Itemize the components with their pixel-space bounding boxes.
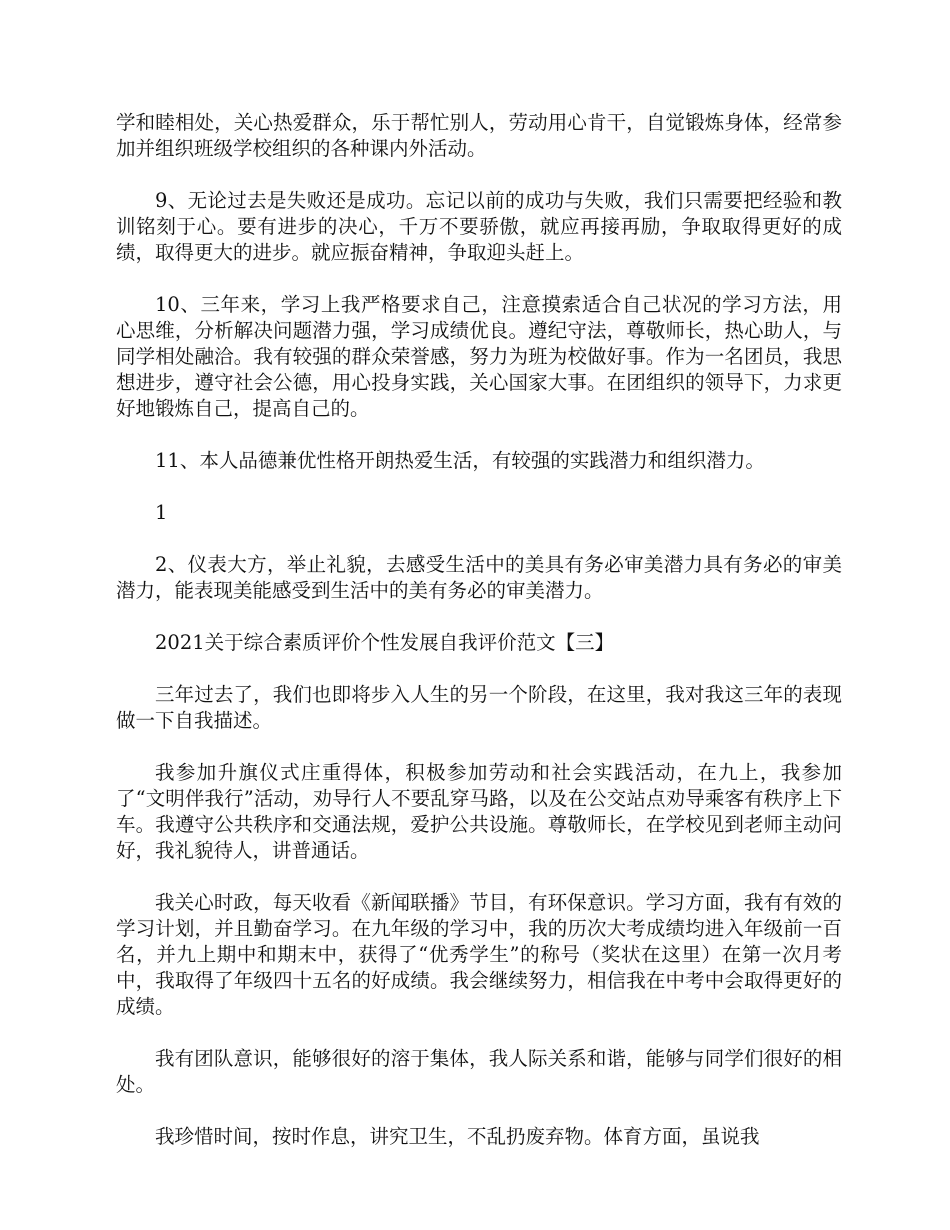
paragraph-item-11: 11、本人品德兼优性格开朗热爱生活，有较强的实践潜力和组织潜力。 — [155, 449, 765, 472]
paragraph-intro: 三年过去了，我们也即将步入人生的另一个阶段，在这里，我对我这三年的表现做一下自我描述。 — [116, 683, 842, 732]
paragraph-item-9: 9、无论过去是失败还是成功。忘记以前的成功与失败，我们只需要把经验和教训铭刻于心。要有进步的决心，千万不要骄傲，就应再接再励，争取取得更好的成绩，取得更大的进步。就应振奋精神，争取迎头赶上。 — [116, 189, 842, 264]
document-page — [116, 110, 842, 1176]
paragraph-continuation: 学和睦相处，关心热爱群众，乐于帮忙别人，劳动用心肯干，自觉锻炼身体，经常参加并组织班级学校组织的各种课内外活动。 — [116, 111, 842, 160]
paragraph-number-1: 1 — [155, 501, 168, 524]
paragraph-teamwork: 我有团队意识，能够很好的溶于集体，我人际关系和谐，能够与同学们很好的相处。 — [116, 1047, 842, 1096]
paragraph-item-10: 10、三年来，学习上我严格要求自己，注意摸索适合自己状况的学习方法，用心思维，分析解决问题潜力强，学习成绩优良。遵纪守法，尊敬师长，热心助人，与同学相处融洽。我有较强的群众荣誉感，努力为班为校做好事。作为一名团员，我思想进步，遵守社会公德，用心投身实践，关心国家大事。在团组织的领导下，力求更好地锻炼自己，提高自己的。 — [116, 293, 842, 420]
paragraph-study: 我关心时政，每天收看《新闻联播》节目，有环保意识。学习方面，我有有效的学习计划，并且勤奋学习。在九年级的学习中，我的历次大考成绩均进入年级前一百名，并九上期中和期末中，获得了“优秀学生”的称号（奖状在这里）在第一次月考中，我取得了年级四十五名的好成绩。我会继续努力，相信我在中考中会取得更好的成绩。 — [116, 891, 842, 1018]
paragraph-habits: 我珍惜时间，按时作息，讲究卫生，不乱扔废弃物。体育方面，虽说我 — [155, 1125, 760, 1148]
paragraph-conduct: 我参加升旗仪式庄重得体，积极参加劳动和社会实践活动，在九上，我参加了“文明伴我行”活动，劝导行人不要乱穿马路，以及在公交站点劝导乘客有秩序上下车。我遵守公共秩序和交通法规，爱护公共设施。尊敬师长，在学校见到老师主动问好，我礼貌待人，讲普通话。 — [116, 761, 842, 862]
section-heading: 2021关于综合素质评价个性发展自我评价范文【三】 — [155, 631, 615, 654]
paragraph-item-2: 2、仪表大方，举止礼貌，去感受生活中的美具有务必审美潜力具有务必的审美潜力，能表现美能感受到生活中的美有务必的审美潜力。 — [116, 553, 842, 602]
